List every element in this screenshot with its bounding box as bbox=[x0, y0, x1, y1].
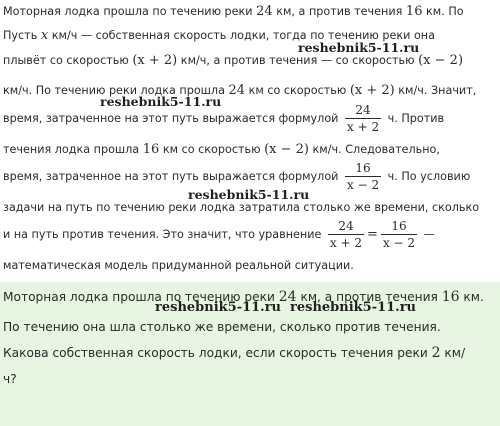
fraction-numerator: 24 bbox=[355, 103, 371, 117]
text: Моторная лодка прошла по течению реки bbox=[3, 5, 257, 18]
solution-line-4 bbox=[3, 83, 498, 99]
text: По течению она шла столько же времени, сколько против течения. bbox=[3, 320, 441, 334]
text: км, а против течения bbox=[272, 5, 406, 18]
fraction-numerator: 16 bbox=[355, 161, 371, 175]
math: 16 bbox=[441, 289, 460, 305]
fraction-denominator: x − 2 bbox=[382, 236, 416, 250]
text: течения лодка прошла bbox=[3, 143, 143, 156]
text: математическая модель придуманной реальной ситуации. bbox=[3, 259, 354, 272]
solution-line-2 bbox=[3, 28, 498, 44]
math: 2 bbox=[431, 345, 441, 361]
math: 24 bbox=[256, 4, 273, 19]
text: и на путь против течения. Это значит, что уравнение bbox=[3, 228, 325, 241]
task-line-3 bbox=[3, 344, 498, 362]
solution-line-1 bbox=[3, 4, 498, 20]
math: (x − 2) bbox=[418, 53, 464, 68]
math: 16 bbox=[142, 142, 160, 157]
math: (x + 2) bbox=[132, 53, 178, 68]
text: ч. Против bbox=[384, 112, 445, 125]
solution-line-8 bbox=[3, 200, 498, 216]
fraction-denominator: x + 2 bbox=[347, 120, 380, 134]
watermark: reshebnik5-11.ru bbox=[100, 94, 222, 109]
text: км. По bbox=[422, 5, 464, 18]
text: время, затраченное на этот путь выражается формулой bbox=[3, 170, 342, 183]
text: км со скоростью bbox=[159, 143, 265, 156]
text: ч. По условию bbox=[384, 170, 471, 183]
text: км/ч, а против течения — со скоростью bbox=[177, 54, 419, 67]
text: Моторная лодка прошла по течению реки bbox=[3, 290, 279, 304]
text: км/ч — собственная скорость лодки, тогда по течению реки она bbox=[48, 29, 435, 42]
text: км/ч. Значит, bbox=[394, 84, 477, 97]
text: плывёт со скоростью bbox=[3, 54, 133, 67]
fraction bbox=[345, 103, 381, 135]
watermark: reshebnik5-11.ru bbox=[290, 300, 417, 315]
solution-line-3 bbox=[3, 53, 498, 69]
math: 24 bbox=[228, 83, 246, 98]
fraction-denominator: x − 2 bbox=[347, 178, 380, 192]
task-line-4 bbox=[3, 370, 498, 388]
watermark: reshebnik5-11.ru bbox=[298, 40, 420, 55]
fraction bbox=[345, 161, 381, 193]
text: км. bbox=[459, 290, 484, 304]
text: км со скоростью bbox=[245, 84, 350, 97]
text: км/ bbox=[440, 346, 466, 360]
fraction-numerator: 16 bbox=[391, 219, 407, 233]
task-block bbox=[0, 282, 500, 426]
text: задачи на путь по течению реки лодка затратила столько же времени, сколько bbox=[3, 201, 480, 214]
fraction bbox=[328, 219, 364, 251]
math: (x − 2) bbox=[264, 142, 309, 157]
task-line-2 bbox=[3, 318, 498, 336]
math: = bbox=[367, 227, 378, 242]
text: Пусть bbox=[3, 29, 41, 42]
text: — bbox=[420, 228, 435, 241]
math: (x + 2) bbox=[349, 83, 395, 98]
math: 16 bbox=[405, 4, 423, 19]
text: время, затраченное на этот путь выражается формулой bbox=[3, 112, 342, 125]
fraction bbox=[381, 219, 417, 251]
solution-line-5 bbox=[3, 102, 498, 136]
solution-line-10 bbox=[3, 258, 498, 274]
text: км/ч. Следовательно, bbox=[308, 143, 440, 156]
math: x bbox=[40, 28, 49, 43]
math: 24 bbox=[278, 289, 297, 305]
watermark: reshebnik5-11.ru bbox=[188, 187, 310, 202]
watermark: reshebnik5-11.ru bbox=[155, 300, 282, 315]
text: Какова собственная скорость лодки, если скорость течения реки bbox=[3, 346, 432, 360]
solution-line-6 bbox=[3, 142, 498, 158]
text: ч? bbox=[3, 372, 17, 386]
text: км/ч. По течению реки лодка прошла bbox=[3, 84, 229, 97]
solution-line-9 bbox=[3, 218, 498, 252]
text: км, а против течения bbox=[296, 290, 442, 304]
fraction-denominator: x + 2 bbox=[329, 236, 363, 250]
fraction-numerator: 24 bbox=[338, 219, 354, 233]
